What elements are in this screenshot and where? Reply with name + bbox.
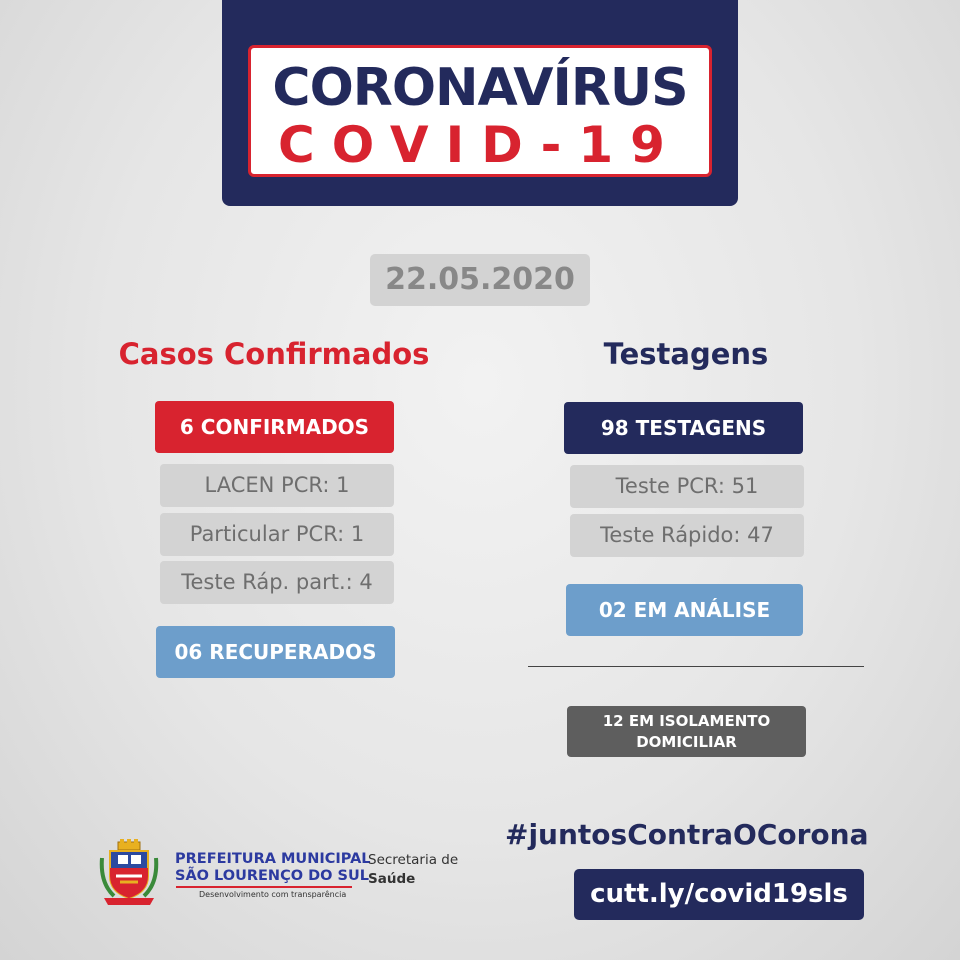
confirmed-heading: Casos Confirmados <box>118 337 430 371</box>
confirmed-breakdown-item: Teste Ráp. part.: 4 <box>160 561 394 604</box>
tests-heading: Testagens <box>603 337 769 371</box>
prefeitura-name-line1: PREFEITURA MUNICIPAL <box>175 851 371 867</box>
isolation-line2: DOMICILIAR <box>636 733 737 751</box>
hashtag: #juntosContraOCorona <box>505 818 869 851</box>
prefeitura-underline <box>176 886 352 888</box>
isolation-line1: 12 EM ISOLAMENTO <box>602 712 771 730</box>
title-covid19: COVID-19 <box>278 116 682 174</box>
tests-total-badge: 98 TESTAGENS <box>564 402 803 454</box>
title-coronavirus: CORONAVÍRUS <box>272 58 688 118</box>
confirmed-total-badge: 6 CONFIRMADOS <box>155 401 394 453</box>
prefeitura-tagline: Desenvolvimento com transparência <box>199 890 347 899</box>
isolation-badge <box>567 706 806 757</box>
prefeitura-name-line2: SÃO LOURENÇO DO SUL <box>175 868 369 884</box>
tests-breakdown-item: Teste PCR: 51 <box>570 465 804 508</box>
secretaria-line2: Saúde <box>368 871 416 887</box>
title-box <box>248 45 712 177</box>
analysis-badge: 02 EM ANÁLISE <box>566 584 803 636</box>
url-link[interactable]: cutt.ly/covid19sls <box>574 869 864 920</box>
confirmed-breakdown-item: Particular PCR: 1 <box>160 513 394 556</box>
confirmed-breakdown-item: LACEN PCR: 1 <box>160 464 394 507</box>
coat-of-arms-icon <box>96 838 162 908</box>
secretaria-line1: Secretaria de <box>368 852 459 868</box>
date-badge: 22.05.2020 <box>370 254 590 306</box>
recovered-badge: 06 RECUPERADOS <box>156 626 395 678</box>
divider <box>528 666 864 667</box>
tests-breakdown-item: Teste Rápido: 47 <box>570 514 804 557</box>
